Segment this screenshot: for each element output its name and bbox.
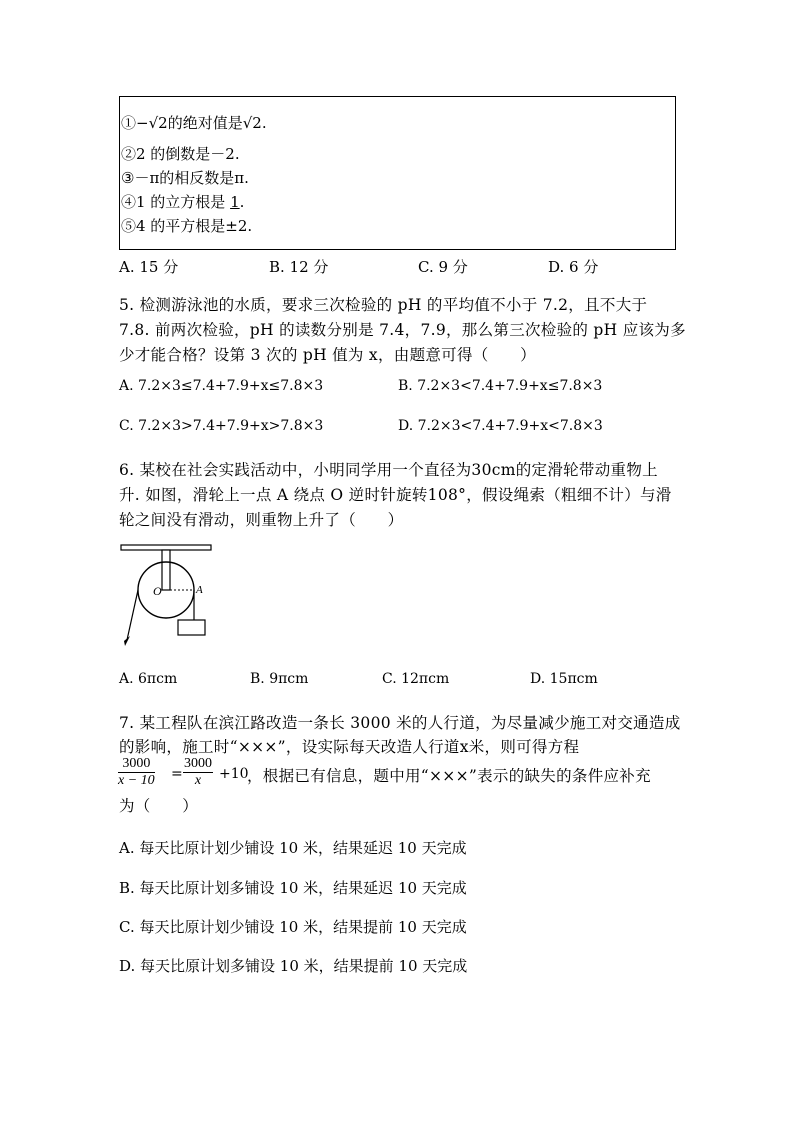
q5-option-a[interactable]: A. 7.2×3≤7.4+7.9+x≤7.8×3 xyxy=(119,378,324,394)
statement-4-text: ④1 的立方根是 xyxy=(121,193,231,211)
q7-option-a[interactable]: A. 每天比原计划少铺设 10 米，结果延迟 10 天完成 xyxy=(119,839,467,857)
q5-option-c[interactable]: C. 7.2×3>7.4+7.9+x>7.8×3 xyxy=(119,418,324,434)
statement-1-text: 的绝对值是 xyxy=(167,114,243,132)
q7-line-2: 的影响，施工时“×××”，设实际每天改造人行道x米，则可得方程 xyxy=(119,738,580,756)
q5-line-2: 7.8. 前两次检验，pH 的读数分别是 7.4，7.9，那么第三次检验的 pH 应该为多 xyxy=(119,321,686,339)
q5-line-1: 5. 检测游泳池的水质，要求三次检验的 pH 的平均值不小于 7.2，且不大于 xyxy=(119,296,648,314)
q7-option-d[interactable]: D. 每天比原计划多铺设 10 米，结果提前 10 天完成 xyxy=(119,957,468,975)
fraction-left-numerator: 3000 xyxy=(118,756,155,773)
statement-1-end: . xyxy=(261,114,267,132)
fraction-left-denominator: x − 10 xyxy=(118,773,155,788)
q6-line-2: 升. 如图，滑轮上一点 A 绕点 O 逆时针旋转108°，假设绳索（粗细不计）与滑 xyxy=(119,486,672,504)
q7-line-4: 为（ ） xyxy=(119,797,199,815)
statement-5: ⑤4 的平方根是±2. xyxy=(121,217,253,235)
equation-plus-ten: +10 xyxy=(219,766,249,782)
q6-line-1: 6. 某校在社会实践活动中，小明同学用一个直径为30cm的定滑轮带动重物上 xyxy=(119,461,658,479)
equation-fraction-right xyxy=(183,756,213,789)
statement-1-value: −√2 xyxy=(136,114,168,132)
ceiling-bar xyxy=(121,545,211,550)
pulley-support xyxy=(162,550,170,590)
weight-block xyxy=(178,620,205,635)
statement-2: ②2 的倒数是－2. xyxy=(121,145,240,163)
rope-left xyxy=(127,590,138,640)
label-o: O xyxy=(153,584,162,598)
q7-line-3: ，根据已有信息，题中用“×××”表示的缺失的条件应补充 xyxy=(247,767,651,785)
statement-4-end: . xyxy=(239,193,245,211)
statement-1-number: ① xyxy=(121,114,137,132)
q5-option-b[interactable]: B. 7.2×3<7.4+7.9+x≤7.8×3 xyxy=(398,378,603,394)
statement-4-underlined: 1 xyxy=(230,193,240,211)
q6-option-b[interactable]: B. 9πcm xyxy=(250,671,309,687)
fraction-right-numerator: 3000 xyxy=(184,756,212,771)
equation-equals: = xyxy=(171,766,183,782)
q6-option-d[interactable]: D. 15πcm xyxy=(530,671,598,687)
q6-option-c[interactable]: C. 12πcm xyxy=(382,671,450,687)
q4-option-d[interactable]: D. 6 分 xyxy=(548,258,599,276)
pulley-diagram xyxy=(115,540,220,650)
fraction-right-denominator: x xyxy=(194,773,202,788)
statement-3: ③－π的相反数是π. xyxy=(121,169,249,187)
q7-option-c[interactable]: C. 每天比原计划少铺设 10 米，结果提前 10 天完成 xyxy=(119,918,467,936)
label-a: A xyxy=(196,584,203,596)
q5-option-d[interactable]: D. 7.2×3<7.4+7.9+x<7.8×3 xyxy=(398,418,603,434)
q4-option-a[interactable]: A. 15 分 xyxy=(119,258,179,276)
statement-1 xyxy=(121,112,267,133)
q6-option-a[interactable]: A. 6πcm xyxy=(119,671,178,687)
statement-1-result: √2 xyxy=(242,114,262,132)
q4-option-b[interactable]: B. 12 分 xyxy=(269,258,329,276)
q7-option-b[interactable]: B. 每天比原计划多铺设 10 米，结果延迟 10 天完成 xyxy=(119,879,467,897)
q5-line-3: 少才能合格？设第 3 次的 pH 值为 x，由题意可得（ ） xyxy=(119,346,536,364)
q4-option-c[interactable]: C. 9 分 xyxy=(418,258,468,276)
statement-4 xyxy=(121,191,244,212)
equation-fraction-left xyxy=(118,756,155,789)
q6-line-3: 轮之间没有滑动，则重物上升了（ ） xyxy=(119,511,404,529)
q7-line-1: 7. 某工程队在滨江路改造一条长 3000 米的人行道，为尽量减少施工对交通造成 xyxy=(119,714,681,732)
